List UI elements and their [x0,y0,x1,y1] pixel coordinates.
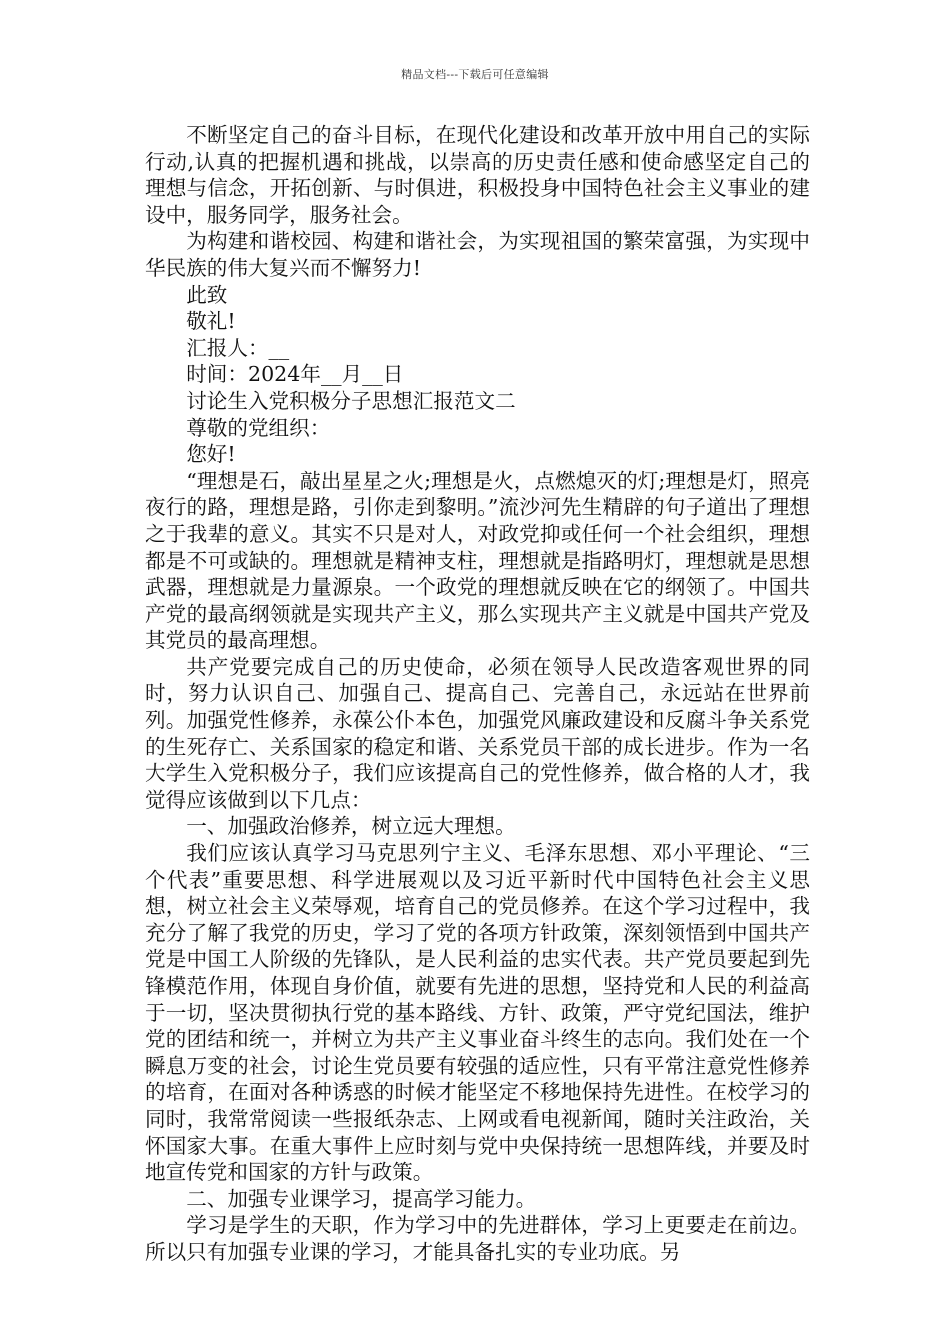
section-title: 讨论生入党积极分子思想汇报范文二 [186,388,516,413]
salutation: 尊敬的党组织： [186,415,331,440]
paragraph-goals: 不断坚定自己的奋斗目标，在现代化建设和改革开放中用自己的实际行动,认真的把握机遇和挑战，以崇高的历史责任感和使命感坚定自己的理想与信念，开拓创新、与时俱进，积极投身中国特色社会主义事业的建设中，服务同学，服务社会。 [145,123,810,227]
heading-one: 一、加强政治修养，树立远大理想。 [186,814,516,839]
paragraph-ideal: “理想是石，敲出星星之火;理想是火，点燃熄灭的灯;理想是灯，照亮夜行的路，理想是路，引你走到黎明。”流沙河先生精辟的句子道出了理想之于我辈的意义。其实不只是对人，对政党抑或任何一个社会组织，理想都是不可或缺的。理想就是精神支柱，理想就是指路明灯，理想就是思想武器，理想就是力量源泉。一个政党的理想就反映在它的纲领了。中国共产党的最高纲领就是实现共产主义，那么实现共产主义就是中国共产党及其党员的最高理想。 [145,468,810,653]
heading-two: 二、加强专业课学习，提高学习能力。 [186,1186,537,1211]
paragraph-harmony: 为构建和谐校园、构建和谐社会，为实现祖国的繁荣富强，为实现中华民族的伟大复兴而不懈努力! [145,229,810,280]
paragraph-study-major: 学习是学生的天职，作为学习中的先进群体，学习上更要走在前边。所以只有加强专业课的学习，才能具备扎实的专业功底。另 [145,1213,810,1264]
paragraph-mission: 共产党要完成自己的历史使命，必须在领导人民改造客观世界的同时，努力认识自己、加强自己、提高自己、完善自己，永远站在世界前列。加强党性修养，永葆公仆本色，加强党风廉政建设和反腐斗争关系党的生死存亡、关系国家的稳定和谐、关系党员干部的成长进步。作为一名大学生入党积极分子，我们应该提高自己的党性修养，做合格的人才，我觉得应该做到以下几点： [145,654,810,812]
page-header: 精品文档---下载后可任意编辑 [401,68,549,81]
reporter-line: 汇报人：__ [186,335,290,360]
document-body [145,122,810,1266]
closing-cizhi: 此致 [186,282,228,307]
greeting: 您好! [186,442,236,467]
paragraph-study-theory: 我们应该认真学习马克思列宁主义、毛泽东思想、邓小平理论、“三个代表”重要思想、科学进展观以及习近平新时代中国特色社会主义思想，树立社会主义荣辱观，培育自己的党员修养。在这个学习过程中，我充分了解了我党的历史，学习了党的各项方针政策，深刻领悟到中国共产党是中国工人阶级的先锋队，是人民利益的忠实代表。共产党员要起到先锋模范作用，体现自身价值，就要有先进的思想，坚持党和人民的利益高于一切，坚决贯彻执行党的基本路线、方针、政策，严守党纪国法，维护党的团结和统一，并树立为共产主义事业奋斗终生的志向。我们处在一个瞬息万变的社会，讨论生党员要有较强的适应性，只有平常注意党性修养的培育，在面对各种诱惑的时候才能坚定不移地保持先进性。在校学习的同时，我常常阅读一些报纸杂志、上网或看电视新闻，随时关注政治，关怀国家大事。在重大事件上应时刻与党中央保持统一思想阵线，并要及时地宣传党和国家的方针与政策。 [145,841,810,1185]
closing-jingli: 敬礼! [186,309,236,334]
date-line: 时间：2024年__月__日 [186,362,404,387]
